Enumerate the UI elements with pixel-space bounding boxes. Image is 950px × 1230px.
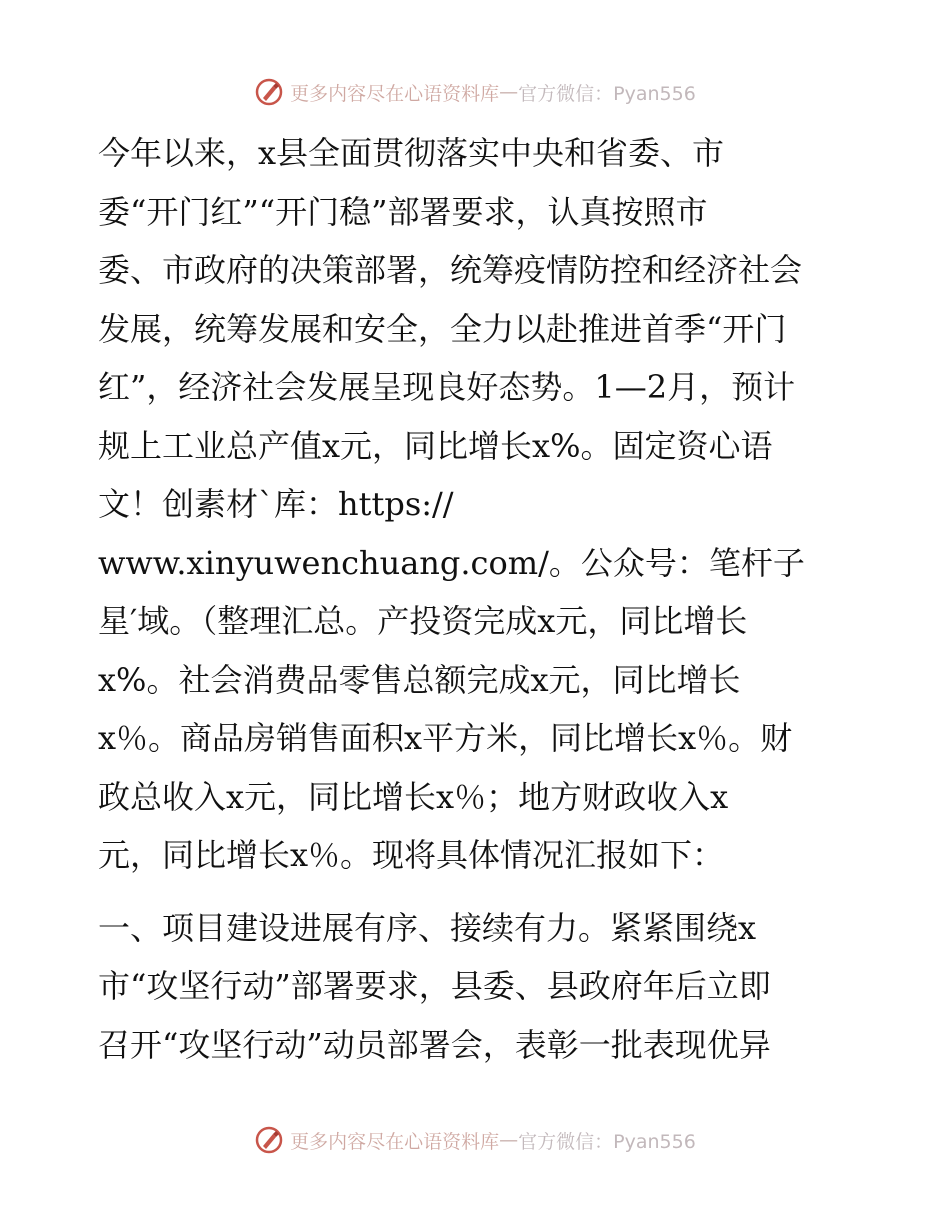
document-body xyxy=(98,124,858,1074)
text-line: 发展，统筹发展和安全，全力以赴推进首季“开门 xyxy=(98,309,787,348)
paragraph-intro xyxy=(98,124,858,885)
text-line: www.xinyuwenchuang.com/。公众号：笔杆子 xyxy=(98,543,805,582)
banner-dash: — xyxy=(499,81,519,103)
text-line: 一、项目建设进展有序、接续有力。紧紧围绕x xyxy=(98,908,757,947)
text-line: 召开“攻坚行动”动员部署会，表彰一批表现优异 xyxy=(98,1025,771,1064)
text-line: x％。商品房销售面积x平方米，同比增长x％。财 xyxy=(98,719,793,757)
pen-logo-icon xyxy=(254,77,284,107)
text-line: 元，同比增长x％。现将具体情况汇报如下： xyxy=(98,836,725,874)
banner-dash: — xyxy=(499,1129,519,1151)
banner-wechat-text: 官方微信：Pyan556 xyxy=(518,1130,696,1153)
banner-brand-text: 更多内容尽在心语资料库 xyxy=(290,82,500,105)
text-line: 红”，经济社会发展呈现良好态势。1—2月，预计 xyxy=(98,368,796,406)
text-line: x%。社会消费品零售总额完成x元，同比增长 xyxy=(98,660,741,699)
header-banner xyxy=(0,72,950,112)
text-line: 星′域。（整理汇总。产投资完成x元，同比增长 xyxy=(98,602,748,640)
text-line: 文！创素材`库：https:// xyxy=(98,485,454,523)
banner-wechat-text: 官方微信：Pyan556 xyxy=(518,82,696,105)
text-line: 委“开门红”“开门稳”部署要求，认真按照市 xyxy=(98,192,708,231)
banner-brand-text: 更多内容尽在心语资料库 xyxy=(290,1130,500,1153)
text-line: 委、市政府的决策部署，统筹疫情防控和经济社会 xyxy=(98,251,803,289)
paragraph-section-one xyxy=(98,899,858,1075)
text-line: 市“攻坚行动”部署要求，县委、县政府年后立即 xyxy=(98,967,771,1005)
footer-banner xyxy=(0,1120,950,1160)
text-line: 政总收入x元，同比增长x％；地方财政收入x xyxy=(98,777,729,816)
text-line: 规上工业总产值x元，同比增长x%。固定资心语 xyxy=(98,426,773,465)
pen-logo-icon xyxy=(254,1125,284,1155)
text-line: 今年以来，x县全面贯彻落实中央和省委、市 xyxy=(98,134,725,172)
paragraph-gap xyxy=(98,885,858,899)
